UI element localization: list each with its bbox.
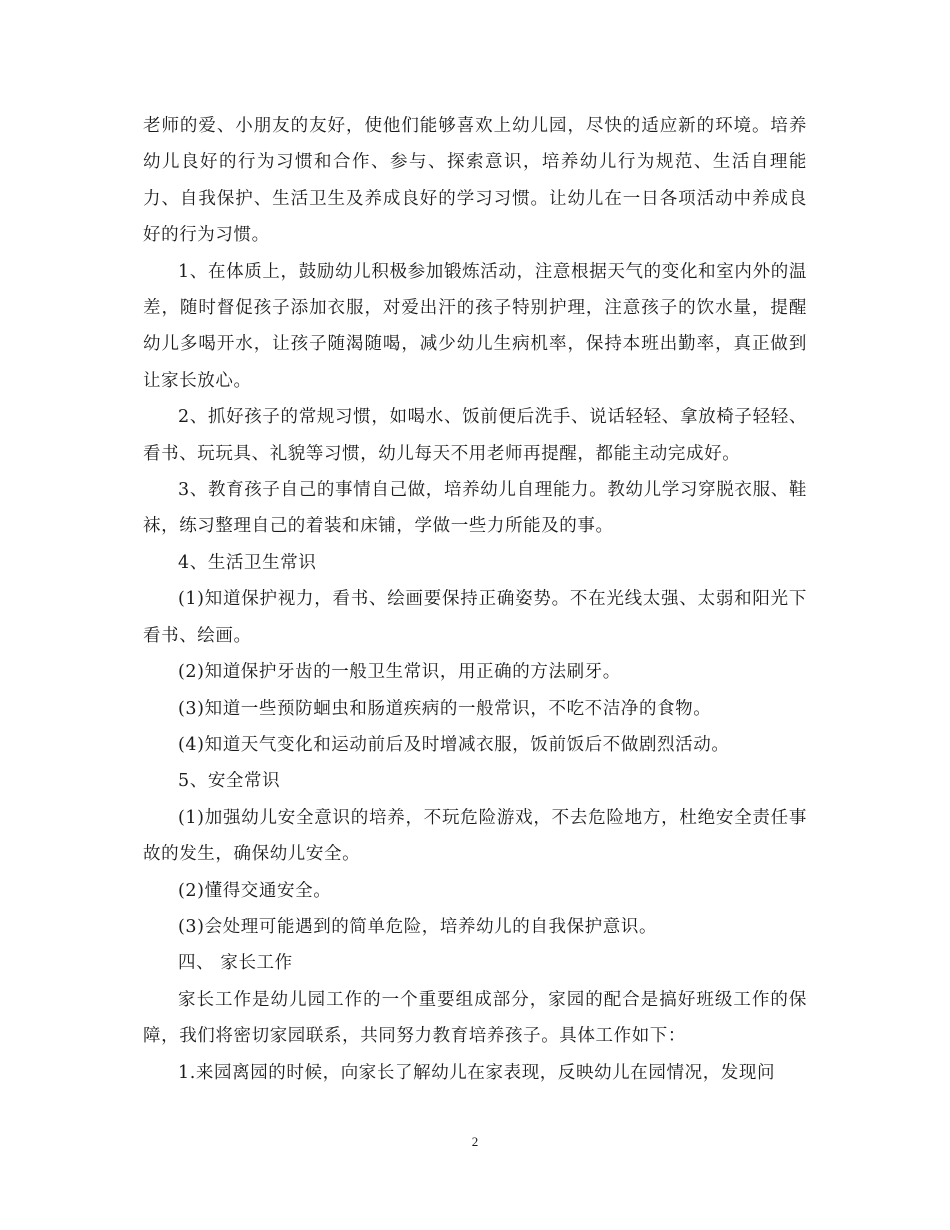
- list-item: (1)知道保护视力，看书、绘画要保持正确姿势。不在光线太强、太弱和阳光下看书、绘画。: [143, 589, 807, 646]
- list-item: 1.来园离园的时候，向家长了解幼儿在家表现，反映幼儿在园情况，发现问: [178, 1062, 776, 1083]
- page-number: 2: [471, 1134, 479, 1149]
- paragraph: 3、教育孩子自己的事情自己做，培养幼儿自理能力。教幼儿学习穿脱衣服、鞋袜，练习整理自己的着装和床铺，学做一些力所能及的事。: [143, 480, 807, 537]
- list-item: (2)知道保护牙齿的一般卫生常识，用正确的方法刷牙。: [178, 662, 621, 683]
- paragraph: 家长工作是幼儿园工作的一个重要组成部分，家园的配合是搞好班级工作的保障，我们将密切家园联系，共同努力教育培养孩子。具体工作如下：: [143, 989, 807, 1047]
- section-heading: 5、安全常识: [178, 771, 281, 792]
- list-item: (3)知道一些预防蛔虫和肠道疾病的一般常识，不吃不洁净的食物。: [178, 698, 712, 719]
- paragraph: 1、在体质上，鼓励幼儿积极参加锻炼活动，注意根据天气的变化和室内外的温差，随时督促孩子添加衣服，对爱出汗的孩子特别护理，注意孩子的饮水量，提醒幼儿多喝开水，让孩子随渴随喝，减少幼儿生病机率，保持本班出勤率，真正做到让家长放心。: [143, 261, 807, 391]
- document-body: [143, 108, 807, 1091]
- list-item: (4)知道天气变化和运动前后及时增减衣服，饭前饭后不做剧烈活动。: [178, 734, 730, 755]
- list-item: (3)会处理可能遇到的简单危险，培养幼儿的自我保护意识。: [178, 916, 658, 937]
- section-heading: 四、 家长工作: [178, 953, 293, 974]
- section-heading: 4、生活卫生常识: [178, 552, 317, 573]
- paragraph: 2、抓好孩子的常规习惯，如喝水、饭前便后洗手、说话轻轻、拿放椅子轻轻、看书、玩玩具、礼貌等习惯，幼儿每天不用老师再提醒，都能主动完成好。: [143, 407, 807, 464]
- list-item: (1)加强幼儿安全意识的培养，不玩危险游戏，不去危险地方，杜绝安全责任事故的发生，确保幼儿安全。: [143, 807, 807, 865]
- list-item: (2)懂得交通安全。: [178, 880, 332, 901]
- paragraph: 老师的爱、小朋友的友好，使他们能够喜欢上幼儿园，尽快的适应新的环境。培养幼儿良好的行为习惯和合作、参与、探索意识，培养幼儿行为规范、生活自理能力、自我保护、生活卫生及养成良好的学习习惯。让幼儿在一日各项活动中养成良好的行为习惯。: [143, 116, 807, 246]
